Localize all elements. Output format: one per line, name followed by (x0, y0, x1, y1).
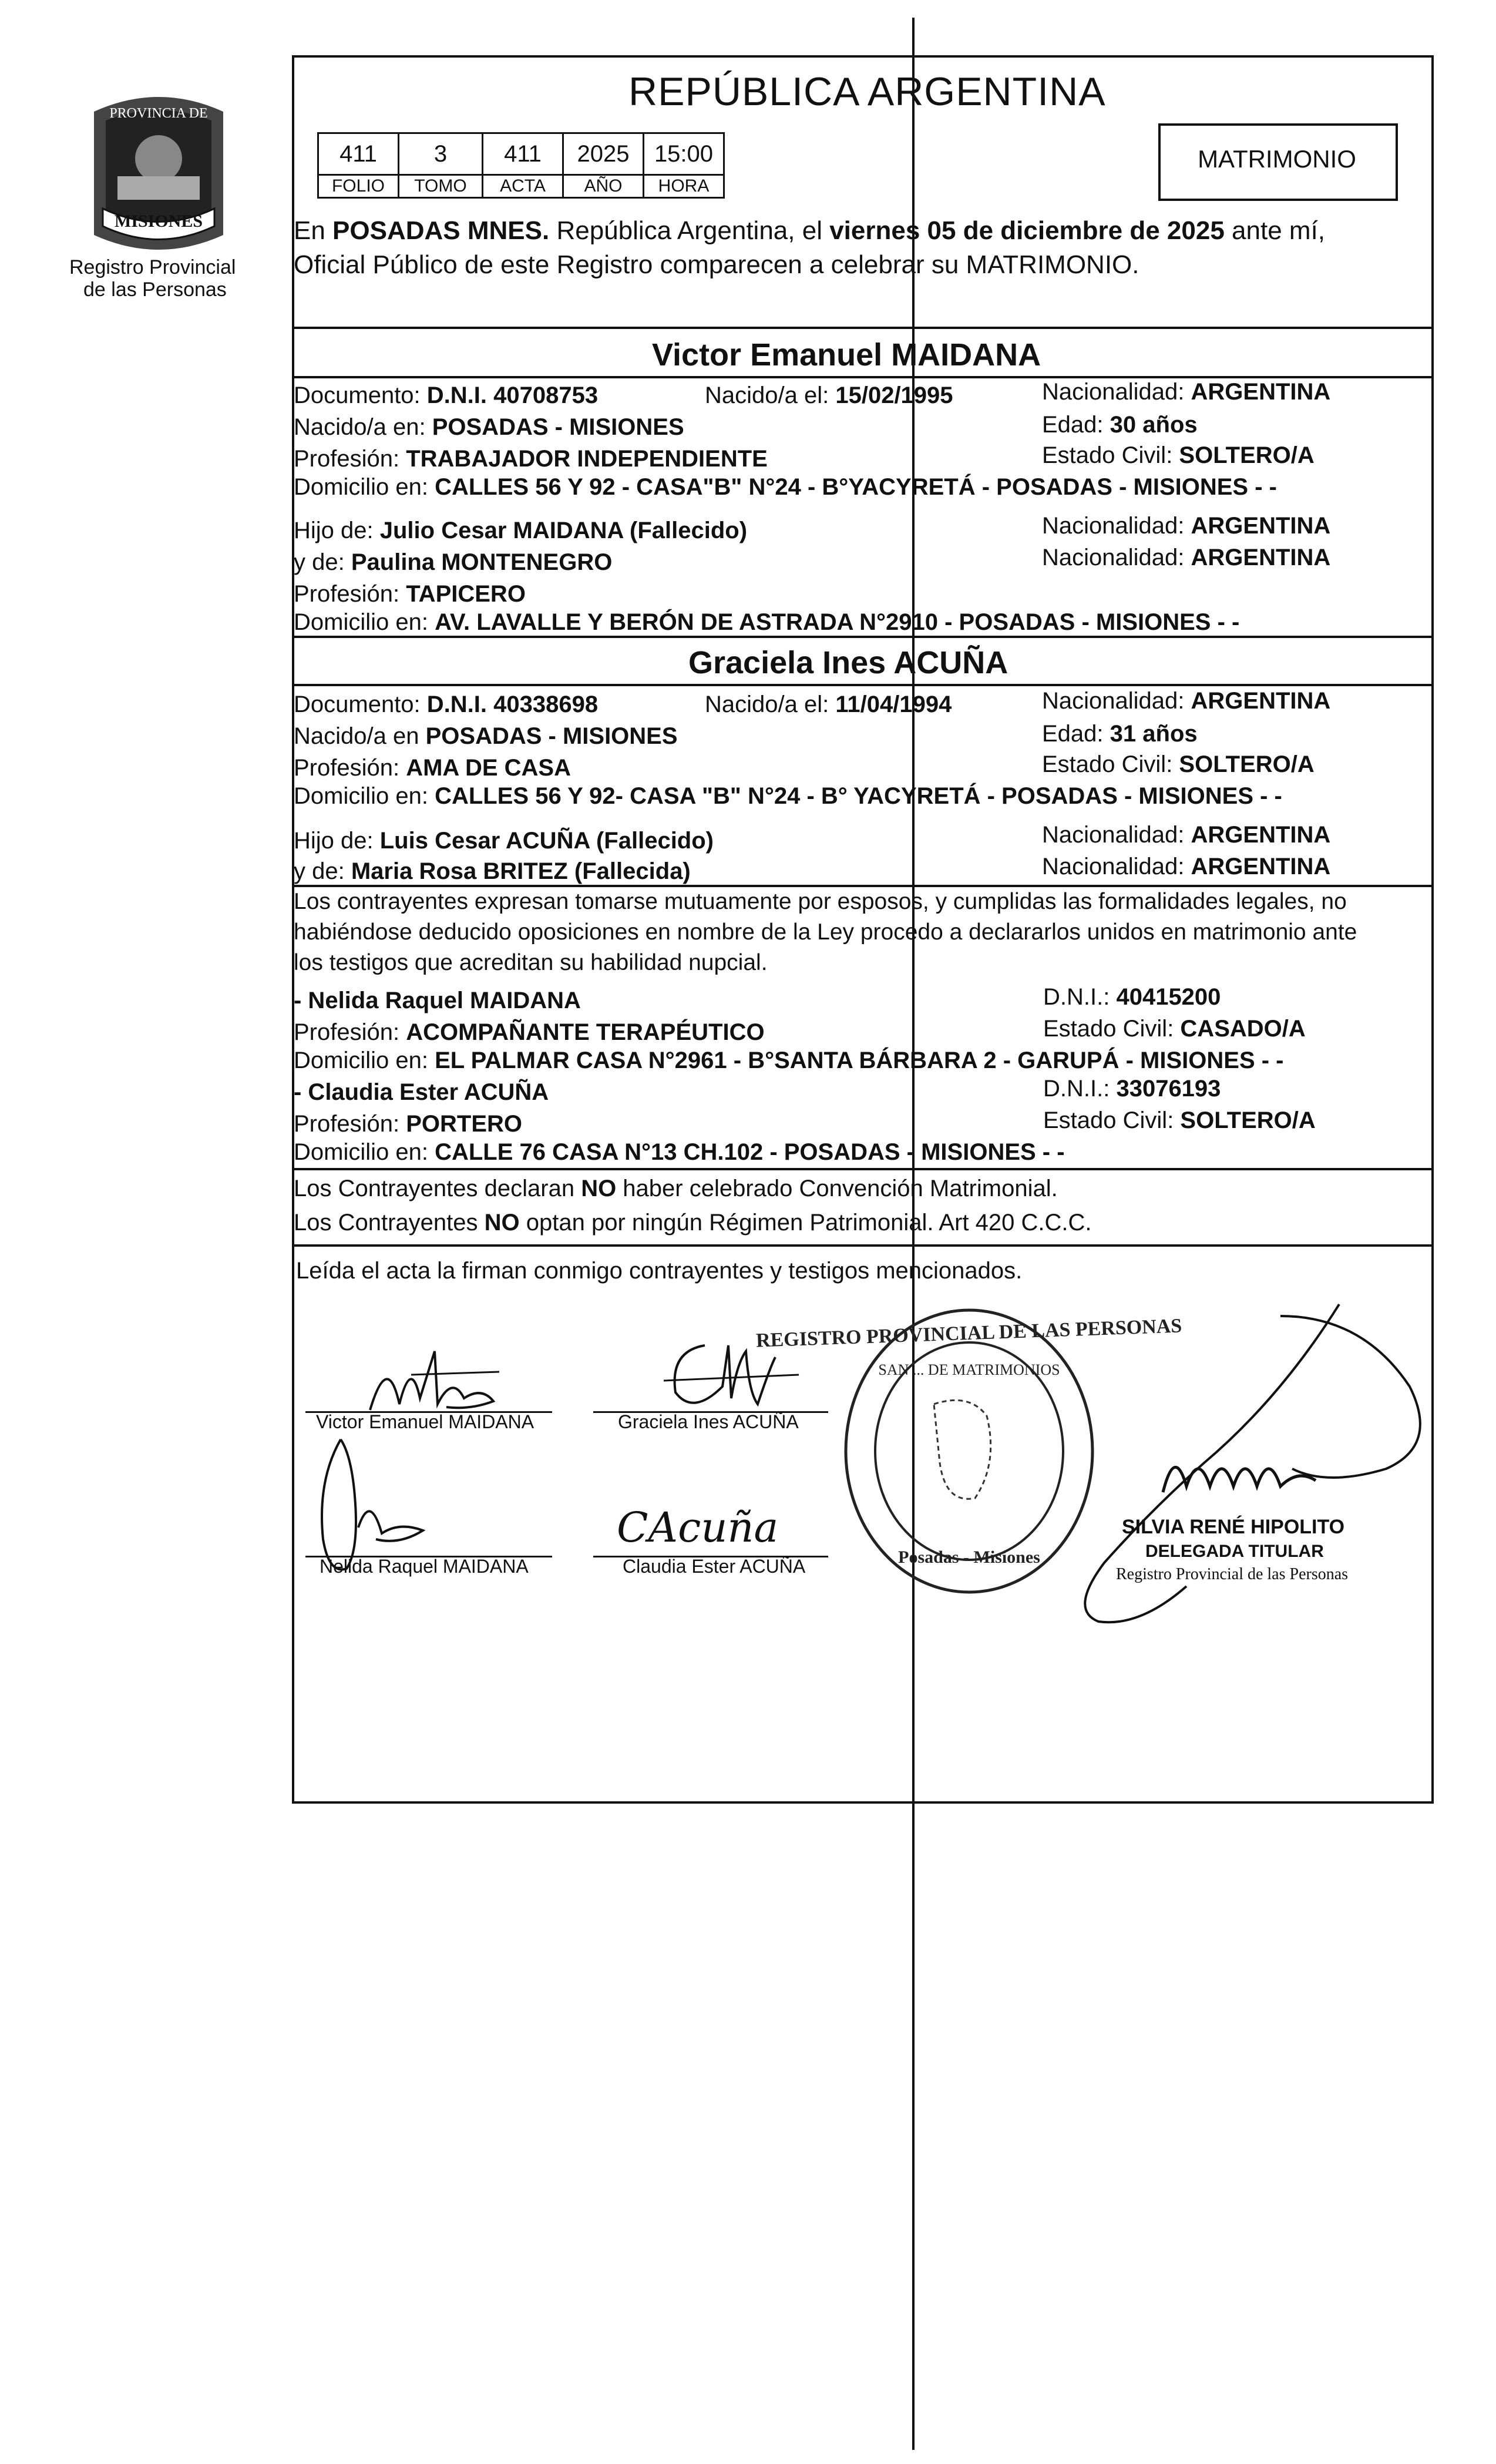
bride-father-nationality: Nacionalidad: ARGENTINA (1042, 822, 1331, 848)
groom-father: Hijo de: Julio Cesar MAIDANA (Fallecido) (294, 518, 748, 543)
groom-age: Edad: 30 años (1042, 412, 1198, 438)
seal-bottom-text: Posadas - Misiones (898, 1547, 1040, 1567)
groom-father-nationality: Nacionalidad: ARGENTINA (1042, 513, 1331, 539)
anio-label: AÑO (563, 175, 644, 198)
intro-line1: En POSADAS MNES. República Argentina, el viernes 05 de diciembre de 2025 ante mí, (294, 216, 1326, 245)
seal-inner-text: SAN ... DE MATRIMONIOS (878, 1361, 1060, 1378)
logo-band-text: MISIONES (114, 212, 203, 231)
witness2-profession: Profesión: PORTERO (294, 1111, 523, 1137)
witness2-address: Domicilio en: CALLE 76 CASA N°13 CH.102 - POSADAS - MISIONES - - (294, 1139, 1065, 1165)
groom-birthplace: Nacido/a en: POSADAS - MISIONES (294, 414, 684, 440)
rule (292, 1168, 1431, 1170)
tomo-label: TOMO (399, 175, 483, 198)
groom-parent-address: Domicilio en: AV. LAVALLE Y BERÓN DE ASTRADA N°2910 - POSADAS - MISIONES - - (294, 609, 1240, 635)
convention-line1: Los Contrayentes declaran NO haber celebrado Convención Matrimonial. (294, 1176, 1058, 1201)
officer-name: SILVIA RENÉ HIPOLITO (1122, 1516, 1345, 1538)
witness1-address: Domicilio en: EL PALMAR CASA N°2961 - B°SANTA BÁRBARA 2 - GARUPÁ - MISIONES - - (294, 1048, 1284, 1073)
officer-signature-icon (1034, 1293, 1445, 1645)
rule (292, 885, 1431, 887)
witness2-dni: D.N.I.: 33076193 (1043, 1076, 1221, 1102)
bride-birthplace: Nacido/a en POSADAS - MISIONES (294, 723, 678, 749)
bride-father: Hijo de: Luis Cesar ACUÑA (Fallecido) (294, 828, 714, 854)
registry-table (317, 132, 725, 199)
witness1-signature-name: Nelida Raquel MAIDANA (320, 1556, 529, 1577)
officer-office: Registro Provincial de las Personas (1116, 1565, 1349, 1583)
bride-civil-status: Estado Civil: SOLTERO/A (1042, 751, 1315, 777)
bride-mother-nationality: Nacionalidad: ARGENTINA (1042, 854, 1331, 879)
rule (292, 684, 1431, 686)
witness2-handwriting: CAcuña (617, 1503, 779, 1552)
witness2-name: - Claudia Ester ACUÑA (294, 1079, 549, 1105)
declaration-line1: Los contrayentes expresan tomarse mutuamente por esposos, y cumplidas las formalidades legales, no (294, 889, 1347, 914)
groom-parent-profession: Profesión: TAPICERO (294, 581, 526, 607)
groom-address: Domicilio en: CALLES 56 Y 92 - CASA"B" N°24 - B°YACYRETÁ - POSADAS - MISIONES - - (294, 474, 1277, 500)
witness1-name: - Nelida Raquel MAIDANA (294, 988, 581, 1013)
rule (292, 636, 1431, 638)
bride-name: Graciela Ines ACUÑA (688, 645, 1008, 680)
anio-value: 2025 (563, 133, 644, 175)
witness1-dni: D.N.I.: 40415200 (1043, 984, 1221, 1010)
provincial-registry-logo (82, 88, 235, 259)
bride-document: Documento: D.N.I. 40338698 (294, 691, 599, 717)
witness1-profession: Profesión: ACOMPAÑANTE TERAPÉUTICO (294, 1019, 765, 1045)
folio-label: FOLIO (318, 175, 399, 198)
intro-line2: Oficial Público de este Registro comparecen a celebrar su MATRIMONIO. (294, 250, 1139, 279)
bride-signature-name: Graciela Ines ACUÑA (618, 1411, 799, 1432)
bride-mother: y de: Maria Rosa BRITEZ (Fallecida) (294, 858, 691, 884)
page-title: REPÚBLICA ARGENTINA (628, 69, 1106, 114)
convention-line2: Los Contrayentes NO optan por ningún Régimen Patrimonial. Art 420 C.C.C. (294, 1210, 1092, 1236)
intro-place: POSADAS MNES. (332, 216, 550, 245)
groom-document: Documento: D.N.I. 40708753 (294, 382, 599, 408)
seal-outer-text: REGISTRO PROVINCIAL DE LAS PERSONAS (755, 1315, 1182, 1352)
witness1-civil-status: Estado Civil: CASADO/A (1043, 1016, 1306, 1042)
rule (292, 1244, 1431, 1247)
groom-profession: Profesión: TRABAJADOR INDEPENDIENTE (294, 446, 768, 472)
intro-date: viernes 05 de diciembre de 2025 (829, 216, 1225, 245)
folio-value: 411 (318, 133, 399, 175)
hora-label: HORA (644, 175, 724, 198)
bride-birthdate: Nacido/a el: 11/04/1994 (705, 691, 952, 717)
witness2-signature-name: Claudia Ester ACUÑA (623, 1556, 806, 1577)
groom-signature-name: Victor Emanuel MAIDANA (316, 1411, 534, 1432)
groom-signature-icon (317, 1340, 552, 1422)
bride-age: Edad: 31 años (1042, 721, 1198, 747)
logo-caption-line1: Registro Provincial (69, 256, 236, 278)
rule (292, 327, 1431, 329)
closing-text: Leída el acta la firman conmigo contrayentes y testigos mencionados. (296, 1258, 1023, 1284)
groom-nationality: Nacionalidad: ARGENTINA (1042, 379, 1331, 405)
bride-address: Domicilio en: CALLES 56 Y 92- CASA "B" N°24 - B° YACYRETÁ - POSADAS - MISIONES - - (294, 783, 1282, 809)
groom-mother: y de: Paulina MONTENEGRO (294, 549, 613, 575)
act-type: MATRIMONIO (1198, 145, 1356, 173)
acta-value: 411 (483, 133, 563, 175)
groom-name: Victor Emanuel MAIDANA (652, 337, 1041, 372)
bride-nationality: Nacionalidad: ARGENTINA (1042, 688, 1331, 714)
acta-label: ACTA (483, 175, 563, 198)
declaration-line2: habiéndose deducido oposiciones en nombre de la Ley procedo a declararlos unidos en matrimonio ante (294, 919, 1357, 945)
groom-civil-status: Estado Civil: SOLTERO/A (1042, 442, 1315, 468)
logo-arc-text: PROVINCIA DE (109, 106, 208, 121)
tomo-value: 3 (399, 133, 483, 175)
witness2-civil-status: Estado Civil: SOLTERO/A (1043, 1107, 1316, 1133)
declaration-line3: los testigos que acreditan su habilidad nupcial. (294, 950, 768, 975)
officer-role: DELEGADA TITULAR (1145, 1542, 1324, 1561)
groom-mother-nationality: Nacionalidad: ARGENTINA (1042, 545, 1331, 570)
logo-caption-line2: de las Personas (83, 278, 227, 301)
bride-profession: Profesión: AMA DE CASA (294, 755, 571, 781)
hora-value: 15:00 (644, 133, 724, 175)
groom-birthdate: Nacido/a el: 15/02/1995 (705, 382, 953, 408)
